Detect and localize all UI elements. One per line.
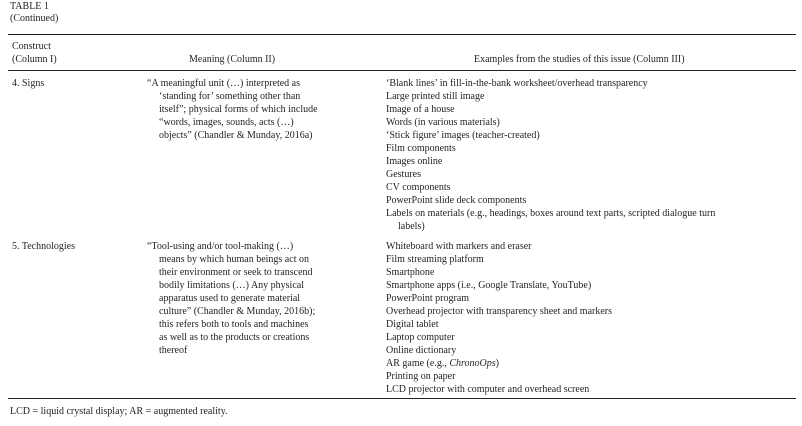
meaning-line: “A meaningful unit (…) interpreted as [147, 78, 301, 89]
example-item: CV components [386, 182, 451, 193]
example-item: Film streaming platform [386, 254, 484, 265]
row-signs-construct: 4. Signs [12, 78, 45, 89]
example-item: ‘Blank lines’ in fill-in-the-bank worksheet/overhead transparency [386, 78, 648, 89]
example-item: Overhead projector with transparency sheet and markers [386, 306, 613, 317]
example-item: Gestures [386, 169, 421, 180]
ar-game-prefix: AR game (e.g., [386, 358, 450, 369]
row-technologies-examples [386, 240, 612, 396]
header-col3: Examples from the studies of this issue (Column III) [474, 54, 685, 65]
example-item: Labels on materials (e.g., headings, boxes around text parts, scripted dialogue turn [386, 208, 716, 219]
example-item-ar-game [386, 357, 612, 370]
header-col1-line1: Construct [12, 41, 51, 52]
meaning-line: objects” (Chandler & Munday, 2016a) [159, 130, 313, 141]
example-item: PowerPoint program [386, 293, 470, 304]
row-technologies-meaning [147, 240, 315, 357]
example-item: Whiteboard with markers and eraser [386, 241, 532, 252]
table-continued: (Continued) [10, 13, 59, 24]
meaning-line: means by which human beings act on [159, 254, 309, 265]
header-col1-line2: (Column I) [12, 54, 57, 65]
meaning-line: itself”; physical forms of which include [159, 104, 318, 115]
meaning-line: “words, images, sounds, acts (…) [159, 117, 294, 128]
ar-game-title: ChronoOps [449, 358, 496, 369]
meaning-line: as well as to the products or creations [159, 332, 310, 343]
row-technologies-construct: 5. Technologies [12, 241, 75, 252]
example-item: Large printed still image [386, 91, 485, 102]
example-item: ‘Stick figure’ images (teacher-created) [386, 130, 540, 141]
example-item: LCD projector with computer and overhead screen [386, 384, 590, 395]
example-item: PowerPoint slide deck components [386, 195, 527, 206]
example-item: Digital tablet [386, 319, 439, 330]
example-item: Printing on paper [386, 371, 456, 382]
example-item: labels) [398, 221, 425, 232]
meaning-line: ‘standing for’ something other than [159, 91, 301, 102]
meaning-line: their environment or seek to transcend [159, 267, 313, 278]
example-item: Film components [386, 143, 456, 154]
table-label: TABLE 1 [10, 1, 49, 12]
example-item: Image of a house [386, 104, 455, 115]
top-rule [8, 34, 796, 35]
row-signs-meaning [147, 77, 318, 142]
meaning-line: thereof [159, 345, 188, 356]
bottom-rule [8, 398, 796, 399]
meaning-line: apparatus used to generate material [159, 293, 301, 304]
meaning-line: “Tool-using and/or tool-making (…) [147, 241, 294, 252]
example-item: Smartphone [386, 267, 435, 278]
ar-game-suffix: ) [495, 358, 499, 369]
header-rule [8, 70, 796, 71]
example-item: Online dictionary [386, 345, 457, 356]
header-col2: Meaning (Column II) [189, 54, 276, 65]
row-signs-examples [386, 77, 715, 233]
example-item: Words (in various materials) [386, 117, 500, 128]
table-footnote: LCD = liquid crystal display; AR = augmented reality. [10, 406, 228, 417]
example-item: Images online [386, 156, 443, 167]
meaning-line: culture” (Chandler & Munday, 2016b); [159, 306, 316, 317]
header-col1 [12, 40, 57, 66]
table-caption [10, 1, 58, 25]
example-item: Laptop computer [386, 332, 455, 343]
meaning-line: bodily limitations (…) Any physical [159, 280, 304, 291]
example-item: Smartphone apps (i.e., Google Translate, YouTube) [386, 280, 592, 291]
meaning-line: this refers both to tools and machines [159, 319, 309, 330]
